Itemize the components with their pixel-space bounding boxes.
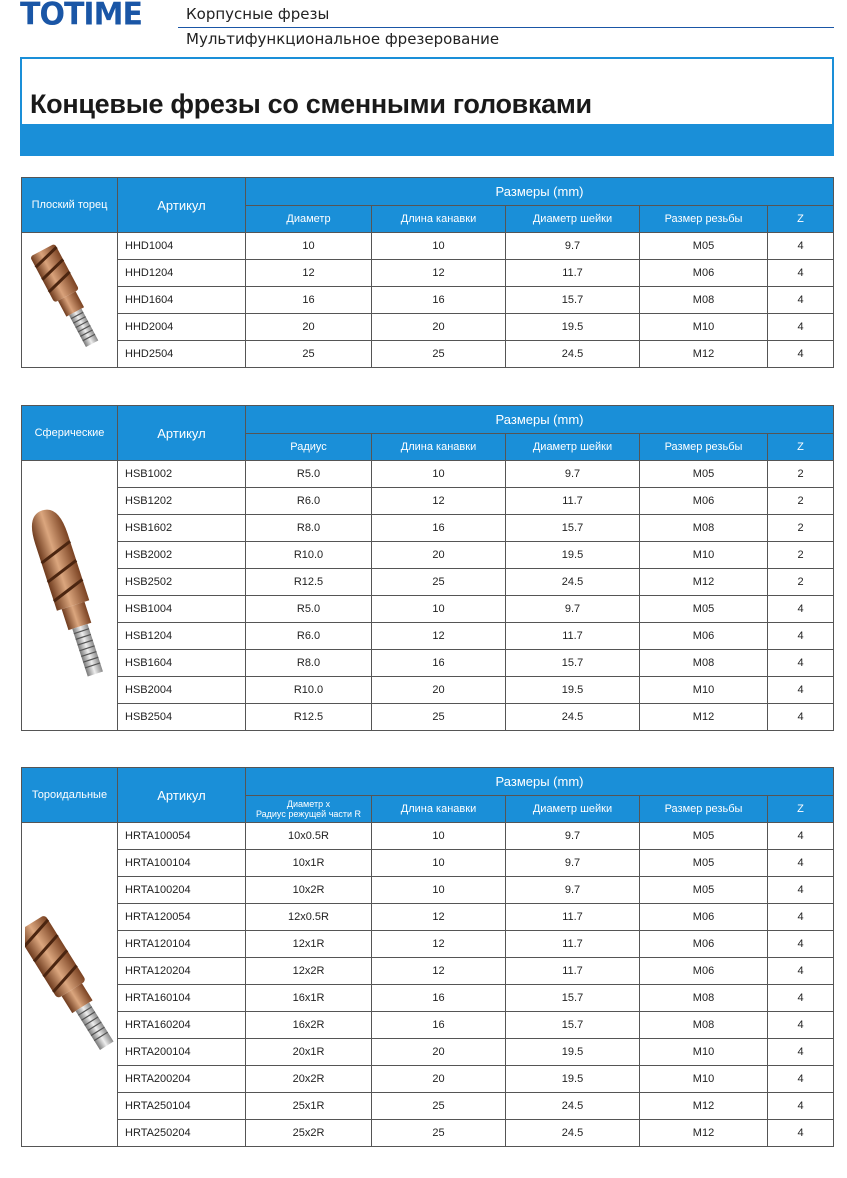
value-cell: 4 <box>768 704 834 731</box>
value-cell: 4 <box>768 1120 834 1147</box>
table-row <box>22 904 834 931</box>
value-cell: 10x1R <box>246 850 372 877</box>
value-cell: 12 <box>246 260 372 287</box>
article-cell: HRTA250204 <box>118 1120 246 1147</box>
toroidal-mill-icon <box>25 900 115 1070</box>
value-cell: 10 <box>372 233 506 260</box>
value-cell: 24.5 <box>506 704 640 731</box>
value-cell: 4 <box>768 904 834 931</box>
value-cell: M05 <box>640 461 768 488</box>
value-cell: 4 <box>768 1039 834 1066</box>
table-row <box>22 650 834 677</box>
tool-image <box>22 233 118 368</box>
value-cell: 9.7 <box>506 877 640 904</box>
article-cell: HRTA100104 <box>118 850 246 877</box>
value-cell: M08 <box>640 515 768 542</box>
value-cell: 15.7 <box>506 1012 640 1039</box>
value-cell: 4 <box>768 233 834 260</box>
value-cell: 2 <box>768 515 834 542</box>
value-cell: M12 <box>640 704 768 731</box>
value-cell: 9.7 <box>506 461 640 488</box>
value-cell: 12x1R <box>246 931 372 958</box>
value-cell: R8.0 <box>246 650 372 677</box>
column-header: Размер резьбы <box>640 796 768 823</box>
value-cell: R10.0 <box>246 677 372 704</box>
column-header: Диаметр шейки <box>506 206 640 233</box>
value-cell: R6.0 <box>246 488 372 515</box>
value-cell: 19.5 <box>506 1039 640 1066</box>
value-cell: M12 <box>640 1120 768 1147</box>
type-header: Плоский торец <box>22 178 118 233</box>
value-cell: R5.0 <box>246 596 372 623</box>
value-cell: R12.5 <box>246 569 372 596</box>
type-header: Тороидальные <box>22 768 118 823</box>
value-cell: 25 <box>372 1120 506 1147</box>
article-cell: HRTA200104 <box>118 1039 246 1066</box>
value-cell: M10 <box>640 314 768 341</box>
value-cell: 4 <box>768 1093 834 1120</box>
value-cell: M06 <box>640 958 768 985</box>
table-row <box>22 877 834 904</box>
ball-nose-mill-icon <box>25 496 115 696</box>
value-cell: 16x1R <box>246 985 372 1012</box>
article-header: Артикул <box>118 406 246 461</box>
value-cell: M05 <box>640 823 768 850</box>
value-cell: 4 <box>768 985 834 1012</box>
value-cell: 12 <box>372 904 506 931</box>
column-header: Z <box>768 206 834 233</box>
table-row <box>22 287 834 314</box>
value-cell: M06 <box>640 931 768 958</box>
value-cell: 4 <box>768 1012 834 1039</box>
table-row <box>22 985 834 1012</box>
page-title: Концевые фрезы со сменными головками <box>30 89 592 119</box>
article-cell: HRTA100204 <box>118 877 246 904</box>
value-cell: M08 <box>640 287 768 314</box>
value-cell: 10x2R <box>246 877 372 904</box>
article-cell: HSB1602 <box>118 515 246 542</box>
tool-image <box>22 461 118 731</box>
value-cell: 10 <box>372 461 506 488</box>
article-cell: HRTA250104 <box>118 1093 246 1120</box>
table-row <box>22 488 834 515</box>
tool-image <box>22 823 118 1147</box>
subcategory-title: Мультифункциональное фрезерование <box>186 30 500 48</box>
table-row <box>22 569 834 596</box>
value-cell: 24.5 <box>506 569 640 596</box>
table-row <box>22 1093 834 1120</box>
article-cell: HRTA120054 <box>118 904 246 931</box>
sizes-header: Размеры (mm) <box>246 178 834 206</box>
table-row <box>22 1012 834 1039</box>
value-cell: 16x2R <box>246 1012 372 1039</box>
value-cell: M05 <box>640 233 768 260</box>
value-cell: 15.7 <box>506 985 640 1012</box>
value-cell: 4 <box>768 596 834 623</box>
article-cell: HHD2004 <box>118 314 246 341</box>
value-cell: M05 <box>640 877 768 904</box>
value-cell: 20 <box>372 1039 506 1066</box>
column-header: Диаметр шейки <box>506 796 640 823</box>
value-cell: 12 <box>372 623 506 650</box>
column-header: Диаметр x Радиус режущей части R <box>246 796 372 823</box>
value-cell: R12.5 <box>246 704 372 731</box>
value-cell: 24.5 <box>506 1120 640 1147</box>
value-cell: 25 <box>372 341 506 368</box>
article-cell: HHD1004 <box>118 233 246 260</box>
value-cell: 11.7 <box>506 904 640 931</box>
value-cell: M12 <box>640 341 768 368</box>
value-cell: 25x2R <box>246 1120 372 1147</box>
flat-end-mill-icon <box>25 235 115 365</box>
table-row <box>22 1120 834 1147</box>
page-banner <box>20 57 834 156</box>
table-row <box>22 823 834 850</box>
value-cell: 4 <box>768 877 834 904</box>
value-cell: 4 <box>768 677 834 704</box>
table-row <box>22 542 834 569</box>
article-cell: HSB1204 <box>118 623 246 650</box>
value-cell: 10 <box>372 850 506 877</box>
value-cell: 12 <box>372 958 506 985</box>
value-cell: 15.7 <box>506 515 640 542</box>
value-cell: 10 <box>372 877 506 904</box>
table-row <box>22 958 834 985</box>
table-row <box>22 931 834 958</box>
article-cell: HSB1202 <box>118 488 246 515</box>
value-cell: 24.5 <box>506 341 640 368</box>
value-cell: 12 <box>372 931 506 958</box>
value-cell: 16 <box>372 287 506 314</box>
value-cell: 2 <box>768 542 834 569</box>
value-cell: 9.7 <box>506 596 640 623</box>
column-header: Радиус <box>246 434 372 461</box>
value-cell: M08 <box>640 650 768 677</box>
article-cell: HRTA120204 <box>118 958 246 985</box>
article-cell: HSB1002 <box>118 461 246 488</box>
column-header: Z <box>768 796 834 823</box>
flat-end-table <box>21 177 834 368</box>
column-header: Длина канавки <box>372 206 506 233</box>
column-header: Диаметр шейки <box>506 434 640 461</box>
value-cell: 12 <box>372 488 506 515</box>
value-cell: 4 <box>768 1066 834 1093</box>
value-cell: 10 <box>372 823 506 850</box>
value-cell: 20 <box>372 542 506 569</box>
value-cell: 11.7 <box>506 931 640 958</box>
value-cell: 25 <box>372 704 506 731</box>
table-row <box>22 1066 834 1093</box>
value-cell: 16 <box>246 287 372 314</box>
column-header: Длина канавки <box>372 434 506 461</box>
table-row <box>22 850 834 877</box>
table-row <box>22 623 834 650</box>
value-cell: 16 <box>372 1012 506 1039</box>
article-header: Артикул <box>118 768 246 823</box>
value-cell: 20x1R <box>246 1039 372 1066</box>
value-cell: 2 <box>768 488 834 515</box>
value-cell: 24.5 <box>506 1093 640 1120</box>
value-cell: M08 <box>640 1012 768 1039</box>
toroidal-table <box>21 767 834 1147</box>
sizes-header: Размеры (mm) <box>246 768 834 796</box>
value-cell: M10 <box>640 677 768 704</box>
table-row <box>22 341 834 368</box>
value-cell: 19.5 <box>506 542 640 569</box>
article-cell: HSB2502 <box>118 569 246 596</box>
value-cell: 19.5 <box>506 314 640 341</box>
table-row <box>22 515 834 542</box>
value-cell: 4 <box>768 823 834 850</box>
value-cell: 12x0.5R <box>246 904 372 931</box>
value-cell: 19.5 <box>506 1066 640 1093</box>
article-cell: HRTA200204 <box>118 1066 246 1093</box>
article-cell: HSB1604 <box>118 650 246 677</box>
article-cell: HHD1604 <box>118 287 246 314</box>
table-row <box>22 233 834 260</box>
value-cell: 4 <box>768 650 834 677</box>
table-row <box>22 596 834 623</box>
value-cell: M05 <box>640 850 768 877</box>
value-cell: 11.7 <box>506 958 640 985</box>
value-cell: R8.0 <box>246 515 372 542</box>
value-cell: 11.7 <box>506 260 640 287</box>
value-cell: 15.7 <box>506 650 640 677</box>
column-header: Длина канавки <box>372 796 506 823</box>
value-cell: 20 <box>372 314 506 341</box>
table-row <box>22 260 834 287</box>
value-cell: 4 <box>768 931 834 958</box>
type-header: Сферические <box>22 406 118 461</box>
table-row <box>22 677 834 704</box>
value-cell: 9.7 <box>506 850 640 877</box>
article-cell: HSB1004 <box>118 596 246 623</box>
value-cell: M10 <box>640 1039 768 1066</box>
value-cell: M12 <box>640 569 768 596</box>
value-cell: 4 <box>768 958 834 985</box>
value-cell: 25 <box>372 569 506 596</box>
value-cell: 10 <box>372 596 506 623</box>
value-cell: M08 <box>640 985 768 1012</box>
column-header: Размер резьбы <box>640 206 768 233</box>
value-cell: 4 <box>768 260 834 287</box>
value-cell: 19.5 <box>506 677 640 704</box>
value-cell: 11.7 <box>506 623 640 650</box>
article-cell: HRTA120104 <box>118 931 246 958</box>
column-header: Диаметр <box>246 206 372 233</box>
sizes-header: Размеры (mm) <box>246 406 834 434</box>
value-cell: 4 <box>768 287 834 314</box>
value-cell: 16 <box>372 515 506 542</box>
value-cell: R6.0 <box>246 623 372 650</box>
value-cell: 20 <box>246 314 372 341</box>
table-row <box>22 704 834 731</box>
value-cell: M10 <box>640 542 768 569</box>
value-cell: 25 <box>372 1093 506 1120</box>
article-cell: HSB2004 <box>118 677 246 704</box>
value-cell: R5.0 <box>246 461 372 488</box>
article-header: Артикул <box>118 178 246 233</box>
column-header: Размер резьбы <box>640 434 768 461</box>
article-cell: HHD2504 <box>118 341 246 368</box>
value-cell: 4 <box>768 341 834 368</box>
article-cell: HSB2504 <box>118 704 246 731</box>
value-cell: 12x2R <box>246 958 372 985</box>
article-cell: HRTA100054 <box>118 823 246 850</box>
value-cell: 10x0.5R <box>246 823 372 850</box>
ball-nose-table <box>21 405 834 731</box>
value-cell: R10.0 <box>246 542 372 569</box>
value-cell: M06 <box>640 904 768 931</box>
value-cell: 12 <box>372 260 506 287</box>
value-cell: 2 <box>768 461 834 488</box>
table-row <box>22 1039 834 1066</box>
brand-logo: TOTIME <box>20 0 142 33</box>
value-cell: M06 <box>640 623 768 650</box>
value-cell: 9.7 <box>506 233 640 260</box>
article-cell: HRTA160104 <box>118 985 246 1012</box>
value-cell: M06 <box>640 488 768 515</box>
column-header: Z <box>768 434 834 461</box>
article-cell: HHD1204 <box>118 260 246 287</box>
value-cell: 2 <box>768 569 834 596</box>
value-cell: 4 <box>768 314 834 341</box>
value-cell: M12 <box>640 1093 768 1120</box>
header-rule <box>178 27 834 28</box>
value-cell: 4 <box>768 623 834 650</box>
value-cell: 20 <box>372 677 506 704</box>
value-cell: 25 <box>246 341 372 368</box>
value-cell: M05 <box>640 596 768 623</box>
table-row <box>22 461 834 488</box>
article-cell: HSB2002 <box>118 542 246 569</box>
article-cell: HRTA160204 <box>118 1012 246 1039</box>
value-cell: 20x2R <box>246 1066 372 1093</box>
value-cell: 25x1R <box>246 1093 372 1120</box>
value-cell: 4 <box>768 850 834 877</box>
value-cell: 11.7 <box>506 488 640 515</box>
value-cell: 9.7 <box>506 823 640 850</box>
value-cell: 15.7 <box>506 287 640 314</box>
value-cell: 10 <box>246 233 372 260</box>
value-cell: M06 <box>640 260 768 287</box>
banner-band <box>22 124 832 154</box>
category-title: Корпусные фрезы <box>186 5 330 23</box>
table-row <box>22 314 834 341</box>
value-cell: 16 <box>372 650 506 677</box>
value-cell: 16 <box>372 985 506 1012</box>
value-cell: M10 <box>640 1066 768 1093</box>
value-cell: 20 <box>372 1066 506 1093</box>
